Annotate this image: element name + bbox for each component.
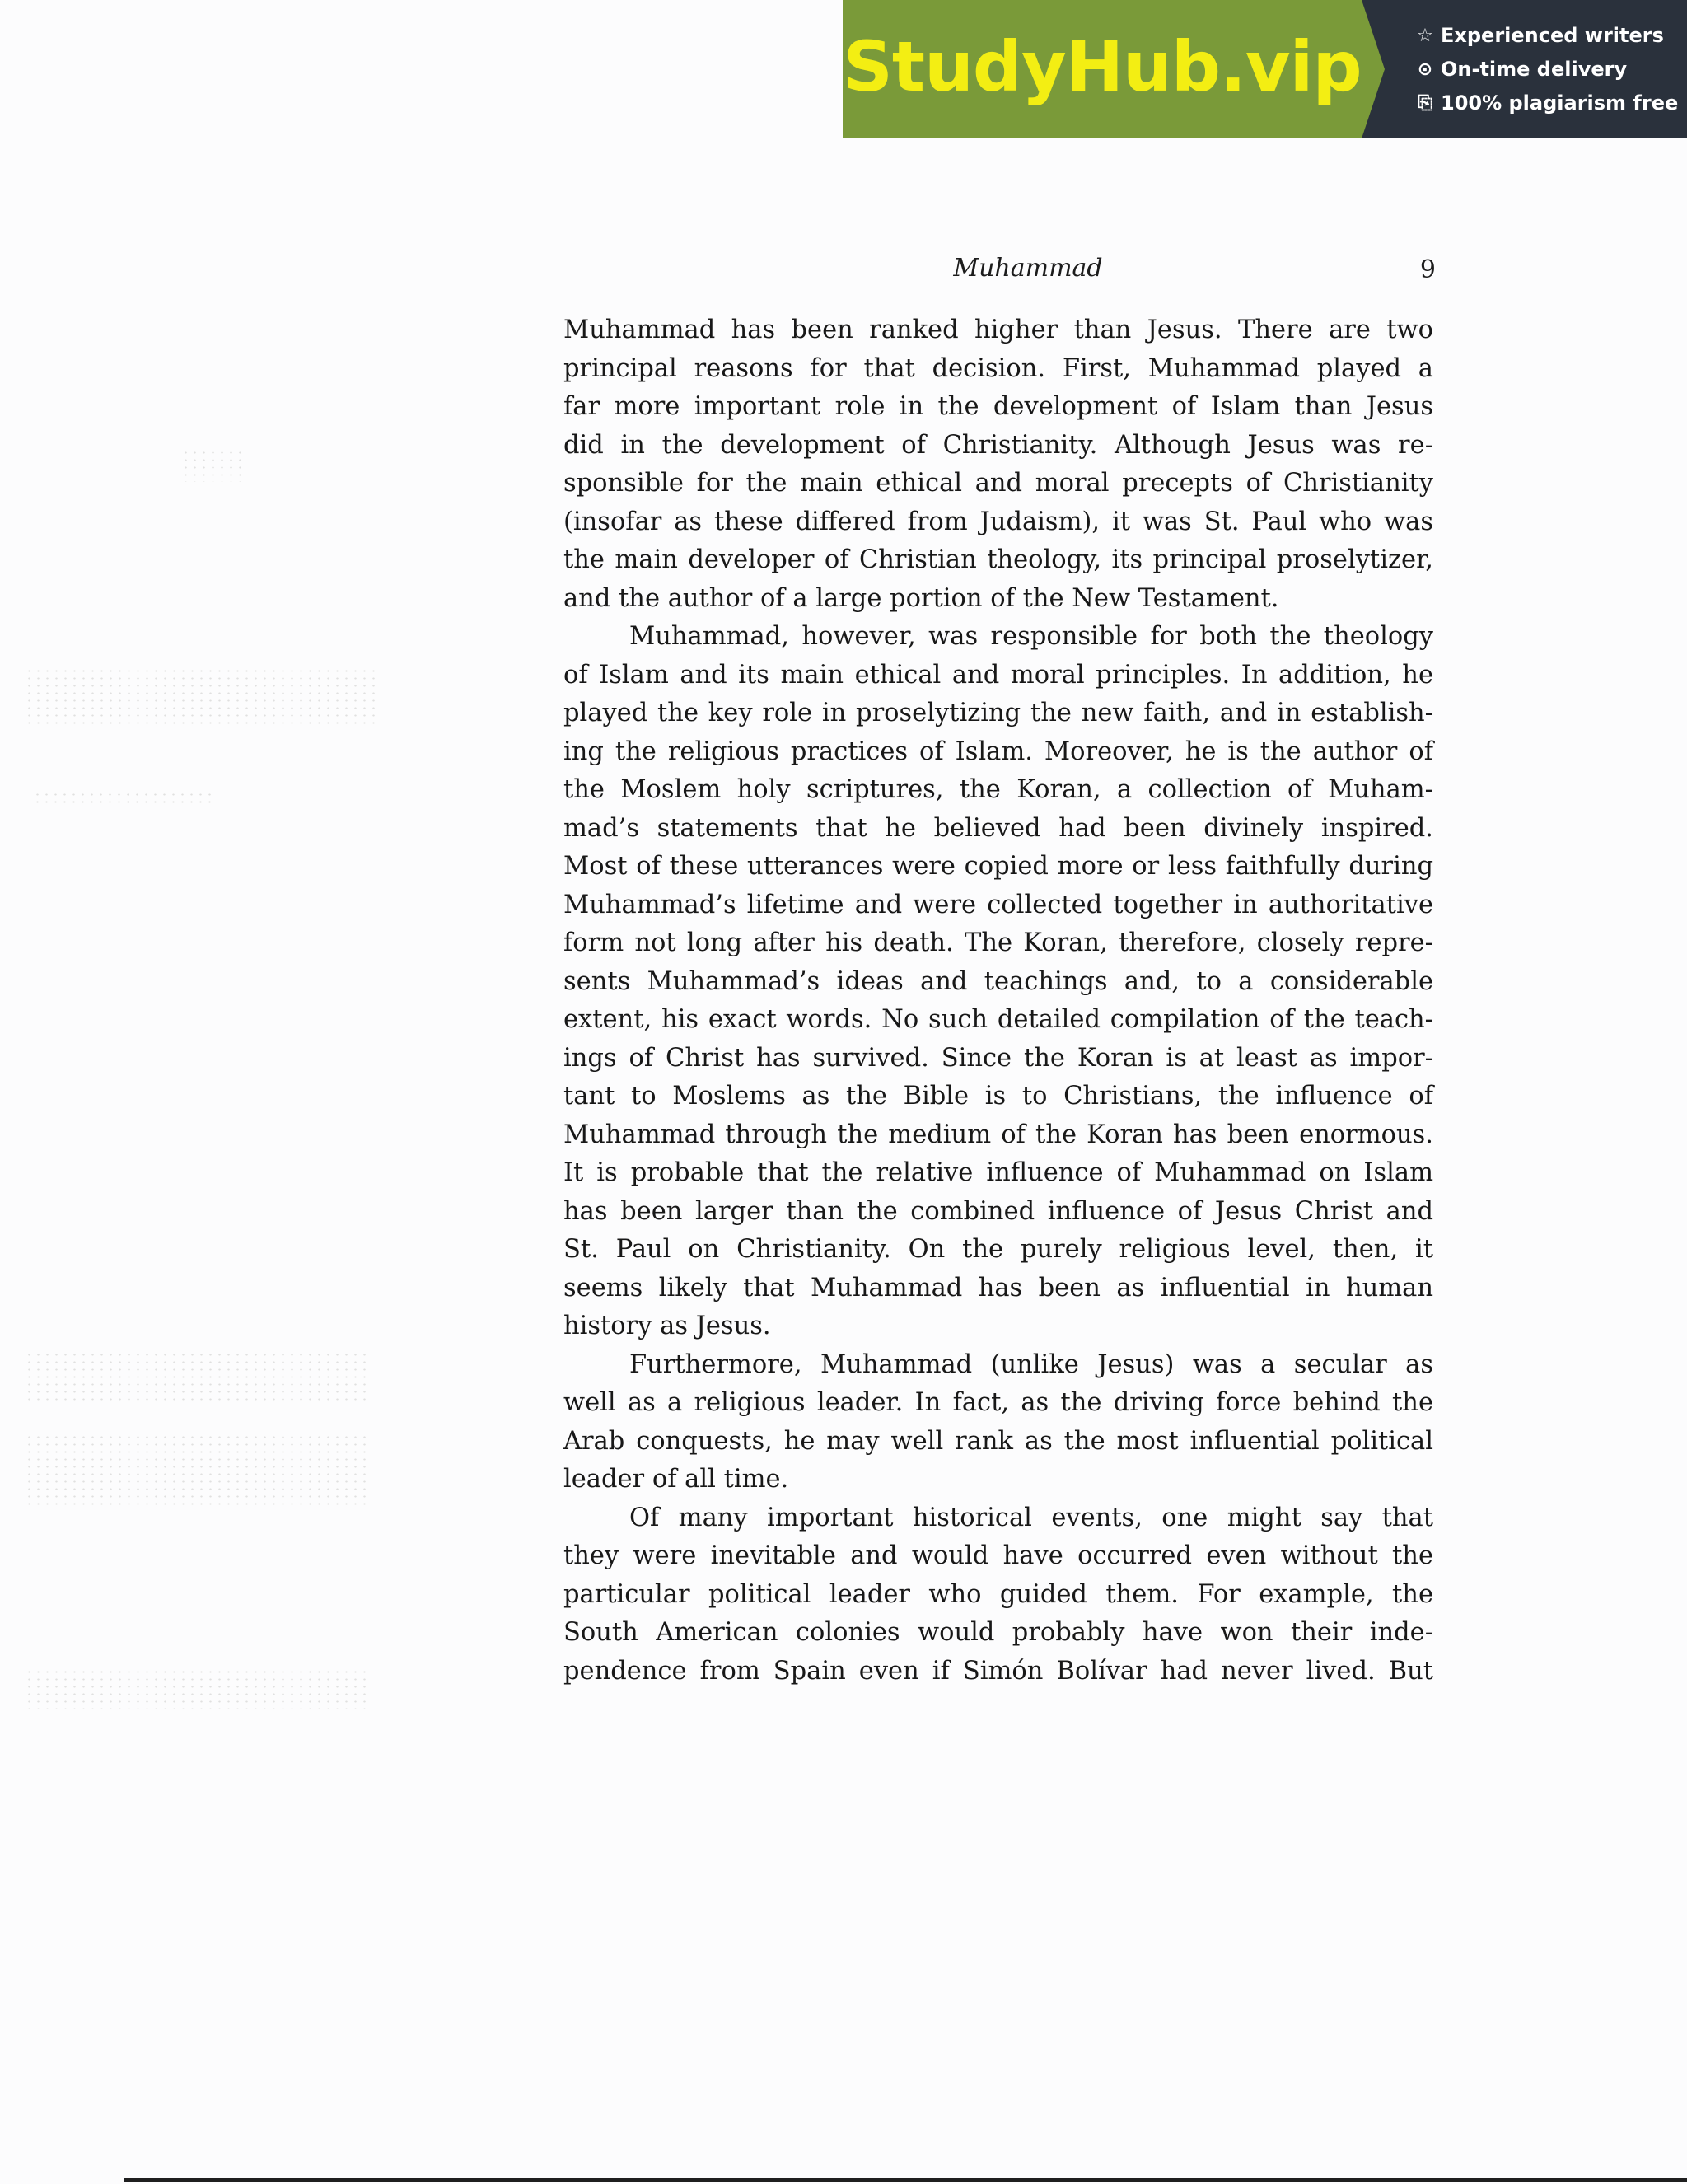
text-line: mad’s statements that he believed had been divinely inspired. [563, 813, 1433, 843]
feature-plagiarism-free [1414, 87, 1687, 120]
text-line: South American colonies would probably have won their inde- [563, 1618, 1433, 1647]
text-line: sponsible for the main ethical and moral precepts of Christianity [563, 469, 1433, 498]
text-line: extent, his exact words. No such detailed compilation of the teach- [563, 1005, 1433, 1034]
text-line: Arab conquests, he may well rank as the most influential political [563, 1426, 1433, 1456]
text-line: Of many important historical events, one might say that [629, 1503, 1433, 1532]
bottom-rule [124, 2178, 1687, 2182]
text-line: history as Jesus. [563, 1312, 771, 1340]
copy-icon: ⎘ [1418, 92, 1432, 114]
text-line: Furthermore, Muhammad (unlike Jesus) was a secular as [629, 1349, 1433, 1379]
text-line: tant to Moslems as the Bible is to Christians, the influence of [563, 1082, 1433, 1111]
logo-box[interactable] [843, 0, 1362, 138]
feature-label: On-time delivery [1441, 58, 1628, 81]
text-line: ings of Christ has survived. Since the Koran is at least as impor- [563, 1043, 1433, 1073]
scan-artifact [181, 449, 247, 482]
text-line: St. Paul on Christianity. On the purely religious level, then, it [563, 1235, 1433, 1264]
text-line: sents Muhammad’s ideas and teachings and, to a considerable [563, 966, 1433, 996]
running-title: Muhammad [953, 254, 1103, 283]
clock-icon: ⊙ [1417, 58, 1433, 80]
studyhub-logo[interactable]: StudyHub.vip [843, 26, 1362, 107]
text-line: has been larger than the combined influence of Jesus Christ and [563, 1196, 1433, 1226]
scan-artifact [33, 791, 214, 806]
text-line: principal reasons for that decision. First, Muhammad played a [563, 353, 1433, 383]
text-line: form not long after his death. The Koran, therefore, closely repre- [563, 928, 1433, 957]
scan-artifact [25, 1668, 371, 1709]
text-line: Muhammad through the medium of the Koran has been enormous. [563, 1120, 1433, 1149]
feature-label: Experienced writers [1441, 24, 1664, 47]
text-line: pendence from Spain even if Simón Bolívar had never lived. But [563, 1656, 1433, 1686]
scan-artifact [25, 1351, 371, 1401]
text-line: Muhammad, however, was responsible for both the theology [629, 622, 1433, 651]
text-line: (insofar as these differed from Judaism), it was St. Paul who was [563, 507, 1433, 536]
text-line: did in the development of Christianity. Although Jesus was re- [563, 430, 1433, 460]
text-line: and the author of a large portion of the New Testament. [563, 583, 1279, 613]
star-icon: ☆ [1417, 25, 1433, 46]
feature-list [1362, 0, 1687, 138]
text-line: leader of all time. [563, 1465, 789, 1494]
feature-label: 100% plagiarism free [1441, 91, 1679, 115]
text-line: the main developer of Christian theology, its principal proselytizer, [563, 545, 1433, 574]
text-line: well as a religious leader. In fact, as the driving force behind the [563, 1388, 1433, 1417]
body-text [563, 311, 1433, 1691]
text-line: played the key role in proselytizing the new faith, and in establish- [563, 699, 1433, 727]
text-line: It is probable that the relative influence of Muhammad on Islam [563, 1158, 1433, 1187]
feature-experienced-writers [1414, 19, 1687, 53]
arrow-shape [1362, 0, 1385, 138]
scan-artifact [25, 1433, 371, 1508]
studyhub-banner[interactable] [843, 0, 1687, 138]
scan-artifact [25, 667, 379, 725]
text-line: Muhammad’s lifetime and were collected together in authoritative [563, 890, 1433, 919]
text-line: Muhammad has been ranked higher than Jesus. There are two [563, 316, 1433, 344]
text-line: far more important role in the development of Islam than Jesus [563, 392, 1433, 421]
text-line: ing the religious practices of Islam. Moreover, he is the author of [563, 737, 1433, 766]
text-line: they were inevitable and would have occurred even without the [563, 1541, 1433, 1570]
page-number: 9 [1419, 255, 1436, 284]
text-line: of Islam and its main ethical and moral principles. In addition, he [563, 660, 1433, 690]
text-line: particular political leader who guided them. For example, the [563, 1579, 1433, 1609]
text-line: seems likely that Muhammad has been as influential in human [563, 1273, 1433, 1302]
text-line: the Moslem holy scriptures, the Koran, a collection of Muham- [563, 775, 1433, 804]
running-head [563, 254, 1436, 295]
feature-on-time-delivery [1414, 53, 1687, 87]
text-line: Most of these utterances were copied more or less faithfully during [563, 852, 1433, 881]
